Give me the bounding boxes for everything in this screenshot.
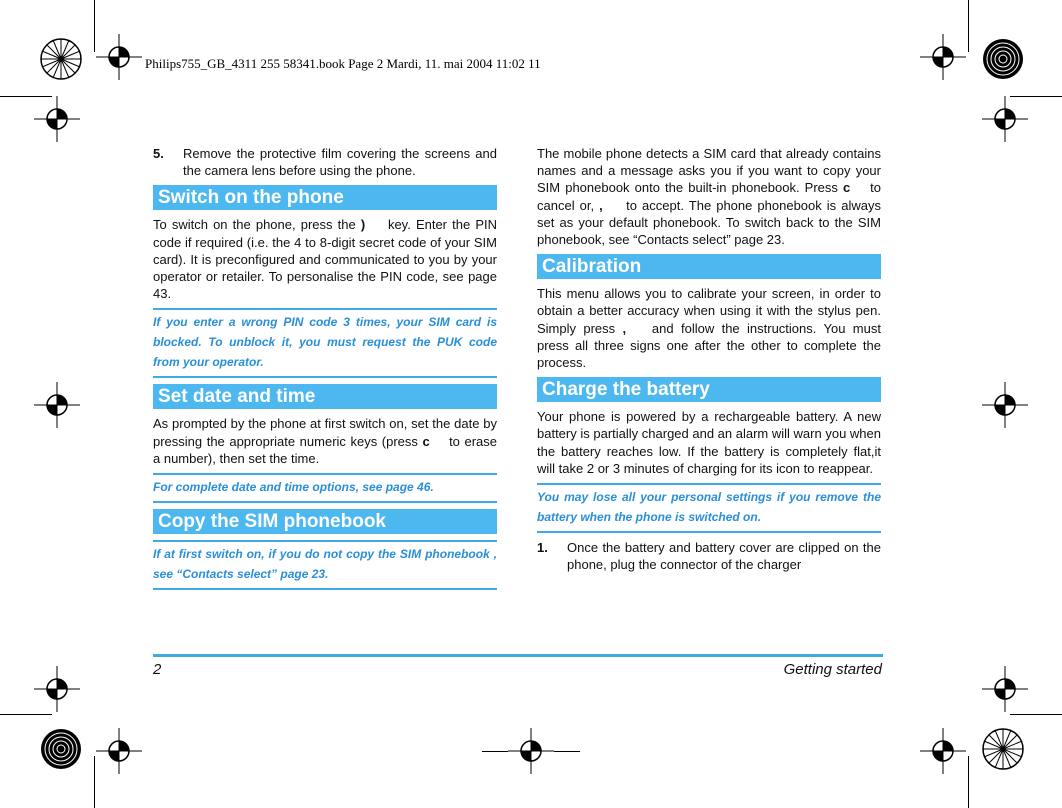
- step-number: 1.: [537, 540, 548, 556]
- note-battery-warning: You may lose all your personal settings if you remove the battery when the phone is switched on.: [537, 483, 881, 533]
- crop-mark-top-right-v: [968, 0, 969, 52]
- registration-target-icon: [34, 382, 80, 428]
- clear-key-icon: c: [422, 433, 430, 449]
- registration-target-icon: [982, 666, 1028, 712]
- center-crosshair-line-left: [482, 751, 508, 752]
- registration-target-icon: [34, 666, 80, 712]
- crop-mark-bottom-left-v: [94, 756, 95, 808]
- numbered-step-5: [153, 145, 497, 179]
- ok-key-icon: ,: [622, 320, 627, 336]
- note-pin-warning: If you enter a wrong PIN code 3 times, your SIM card is blocked. To unblock it, you must request the PUK code from your operator.: [153, 308, 497, 378]
- center-crosshair-line-right: [554, 751, 580, 752]
- power-key-icon: ): [360, 217, 366, 233]
- sim-detect-text-b: to cancel or,: [537, 180, 881, 213]
- registration-target-icon: [920, 728, 966, 774]
- registration-target-icon: [920, 34, 966, 80]
- switch-on-text-b: key. Enter the PIN code if required (i.e. the 4 to 8-digit secret code of your SIM card). It is preconfigured and communicated to you by your operator or retailer. To personalise the PIN code, see page 43.: [153, 217, 497, 302]
- registration-target-icon: [508, 728, 554, 774]
- ok-key-icon: ,: [599, 197, 603, 213]
- calibration-text-b: and follow the instructions. You must press all three signs one after the other to complete the process.: [537, 320, 881, 371]
- sim-detect-text-c: to accept. The phone phonebook is always set as your default phonebook. To switch back to the SIM phonebook, see “Contacts select” page 23.: [537, 197, 881, 248]
- print-header: Philips755_GB_4311 255 58341.book Page 2 Mardi, 11. mai 2004 11:02 11: [145, 56, 541, 71]
- set-date-text-b: to erase a number), then set the time.: [153, 433, 497, 466]
- calibration-paragraph: [537, 285, 881, 371]
- right-column: [537, 145, 881, 579]
- heading-calibration: Calibration: [537, 254, 881, 279]
- note-date-options: For complete date and time options, see page 46.: [153, 473, 497, 503]
- step-text: Remove the protective film covering the screens and the camera lens before using the phone.: [183, 146, 497, 179]
- note-copy-sim: If at first switch on, if you do not copy the SIM phonebook , see “Contacts select” page 23.: [153, 540, 497, 590]
- left-column: [153, 145, 497, 596]
- registration-target-icon: [96, 728, 142, 774]
- concentric-target-icon: [982, 38, 1024, 80]
- starburst-target-icon: [40, 38, 82, 80]
- crop-mark-bottom-right-h: [1010, 714, 1062, 715]
- heading-charge-battery: Charge the battery: [537, 377, 881, 402]
- registration-target-icon: [982, 96, 1028, 142]
- battery-paragraph: Your phone is powered by a rechargeable battery. A new battery is partially charged and an alarm will warn you when the battery reaches low. If the battery is completely flat,it will take 2 or 3 minutes of charging for its icon to reappear.: [537, 409, 881, 476]
- switch-on-paragraph: [153, 216, 497, 302]
- heading-switch-on: Switch on the phone: [153, 185, 497, 210]
- sim-detect-text-a: The mobile phone detects a SIM card that already contains names and a message asks you if you want to copy your SIM phonebook onto the built-in phonebook. Press: [537, 146, 881, 196]
- registration-target-icon: [96, 34, 142, 80]
- registration-target-icon: [34, 96, 80, 142]
- clear-key-icon: c: [843, 180, 851, 196]
- heading-copy-sim: Copy the SIM phonebook: [153, 509, 497, 534]
- set-date-paragraph: [153, 415, 497, 467]
- starburst-target-icon: [982, 728, 1024, 770]
- section-title: Getting started: [783, 661, 882, 678]
- crop-mark-bottom-right-v: [968, 756, 969, 808]
- registration-target-icon: [982, 382, 1028, 428]
- crop-mark-bottom-left-h: [0, 714, 52, 715]
- heading-set-date: Set date and time: [153, 384, 497, 409]
- switch-on-text-a: To switch on the phone, press the: [153, 217, 356, 233]
- step-text: Once the battery and battery cover are clipped on the phone, plug the connector of the charger: [567, 540, 881, 573]
- calibration-text-a: This menu allows you to calibrate your screen, in order to obtain a better accuracy when using it with the stylus pen. Simply press: [537, 286, 881, 336]
- concentric-target-icon: [40, 728, 82, 770]
- numbered-step-1: [537, 539, 881, 573]
- crop-mark-top-left-v: [94, 0, 95, 52]
- set-date-text-a: As prompted by the phone at first switch on, set the date by pressing the appropriate numeric keys (press: [153, 416, 497, 449]
- footer-rule: [153, 654, 883, 657]
- step-number: 5.: [153, 146, 164, 161]
- sim-detect-paragraph: [537, 145, 881, 248]
- page-number: 2: [153, 661, 162, 678]
